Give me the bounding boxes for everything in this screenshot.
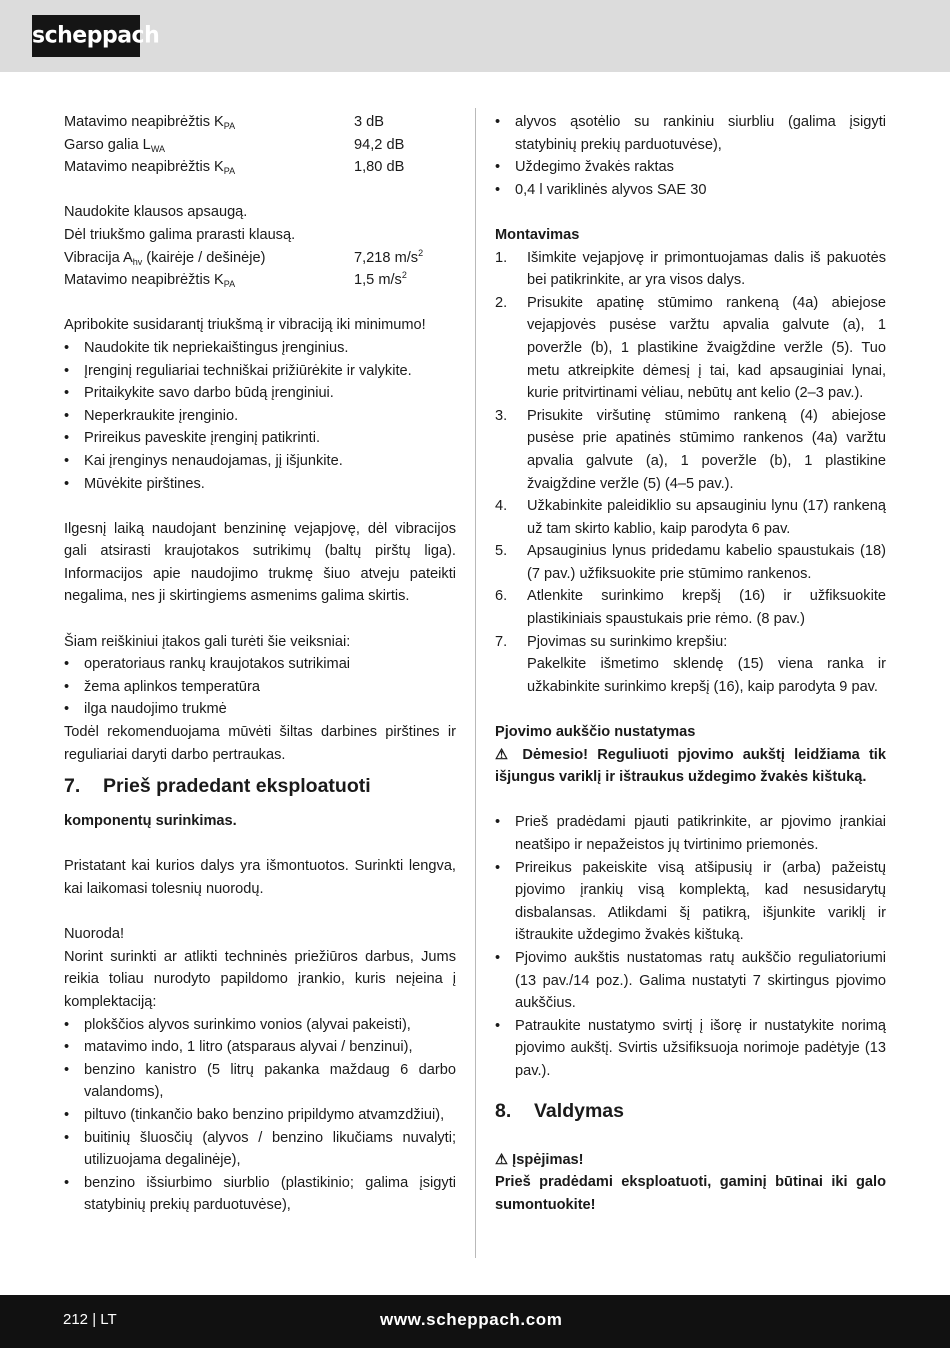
list-item: • Pjovimo aukštis nustatomas ratų aukščio reguliatoriumi (13 pav./14 poz.). Galima nustatyti 7 skirtingus pjovimo aukščius. [495, 947, 886, 1015]
page-header [0, 0, 950, 72]
spec-value: 1,80 dB [354, 159, 405, 176]
list-item: • 0,4 l variklinės alyvos SAE 30 [495, 179, 886, 202]
list-item: • matavimo indo, 1 litro (atsparaus alyvai / benzinui), [64, 1036, 456, 1059]
list-item: • benzino išsiurbimo siurblio (plastikinio; galima įsigyti statybinių prekių parduotuvėse), [64, 1172, 456, 1217]
list-item: • Įrenginį reguliariai techniškai prižiūrėkite ir valykite. [64, 360, 456, 383]
vibration-paragraph: Ilgesnį laiką naudojant benzininę vejapjovę, dėl vibracijos gali atsirasti kraujotakos sutrikimų (baltų pirštų liga). Informacijos apie naudojimo trukmę šiuo atveju pateikti negalima, nes ji skirtingiems asmenims galima skirtis. [64, 520, 456, 605]
list-item: • Prieš pradėdami pjauti patikrinkite, ar pjovimo įrankiai neatšipo ir nepažeistos jų tvirtinimo priemonės. [495, 811, 886, 856]
warning-text: Prieš pradėdami eksploatuoti, gaminį būtinai iki galo sumontuokite! [495, 1174, 886, 1213]
factors-intro: Šiam reiškiniui įtakos gali turėti šie veiksniai: [64, 633, 351, 650]
assembly-paragraph: Pristatant kai kurios dalys yra išmontuotos. Surinkti lengva, kai laikomasi tolesnių nuorodų. [64, 858, 456, 897]
step-item: 6. Atlenkite surinkimo krepšį (16) ir užfiksuokite plastikiniais spaustukais prie rėmo. (8 pav.) [495, 588, 886, 628]
limit-list [64, 337, 456, 495]
hearing-protection-text: Naudokite klausos apsaugą. [64, 204, 248, 221]
list-item: • žema aplinkos temperatūra [64, 676, 456, 699]
spec-row [64, 269, 456, 292]
warning-icon: ⚠ [495, 1151, 509, 1168]
page-number: 212 | LT [63, 1311, 117, 1328]
column-divider [475, 108, 476, 1258]
factors-recommendation: Todėl rekomenduojama mūvėti šiltas darbines pirštines ir reguliariai daryti darbo pertraukas. [64, 724, 456, 763]
list-item: • operatoriaus rankų kraujotakos sutrikimai [64, 653, 456, 676]
note-paragraph: Norint surinkti ar atlikti techninės priežiūros darbus, Jums reikia toliau nurodyto papildomo įrankio, kuris neįeina į komplektaciją: [64, 948, 456, 1010]
tools-list-continued [495, 111, 886, 201]
cutting-height-heading: Pjovimo aukščio nustatymas [495, 724, 696, 741]
assembly-heading: komponentų surinkimas. [64, 813, 237, 830]
assembly-steps [495, 247, 886, 699]
spec-label: Garso galia $L_{WA}$ [64, 136, 165, 154]
right-column [495, 111, 886, 1216]
spec-label: Matavimo neapibrėžtis $K_{PA}$ [64, 159, 236, 177]
list-item: • ilga naudojimo trukmė [64, 698, 456, 721]
list-item: • plokščios alyvos surinkimo vonios (alyvai pakeisti), [64, 1014, 456, 1037]
step-item: 5. Apsauginius lynus pridedamu kabelio spaustukais (18) (7 pav.) užfiksuokite prie stūmimo rankenos. [495, 543, 886, 582]
list-item: • piltuvo (tinkančio bako benzino pripildymo atvamzdžiui), [64, 1104, 456, 1127]
step-item: 1. Išimkite vejapjovę ir primontuojamas dalis iš pakuotės bei patikrinkite, ar yra visos dalys. [495, 249, 886, 289]
list-item: • Prireikus paveskite įrenginį patikrinti. [64, 427, 456, 450]
montavimas-heading: Montavimas [495, 226, 580, 243]
factors-list [64, 653, 456, 721]
list-item: • benzino kanistro (5 litrų pakanka maždaug 6 darbo valandoms), [64, 1059, 456, 1104]
spec-label: Vibracija $A_{hv}$ (kairėje / dešinėje) [64, 249, 266, 267]
spec-row [64, 134, 456, 157]
tools-list [64, 1014, 456, 1217]
section-8-heading: 8. Valdymas [495, 1099, 624, 1122]
spec-row [64, 247, 456, 270]
step-item: 7. Pjovimas su surinkimo krepšiu: [495, 633, 728, 650]
list-item: • Uždegimo žvakės raktas [495, 156, 886, 179]
list-item: • Prireikus pakeiskite visą atšipusių ir (arba) pažeistų pjovimo įrankių visą komplektą, kad nesusidarytų disbalansas. Atlikdami šį patikrą, išjunkite variklį ir ištraukite uždegimo žvakės kištuką. [495, 857, 886, 947]
step-item: 2. Prisukite apatinę stūmimo rankeną (4a) abiejose vejapjovės pusėse varžtu apvalia galvute (a), 1 poveržle (b), 1 plastikine žvaigždine veržle (5). Tuo metu atkreipkite dėmesį į tai, kad apsauginiai lynai, kurie pritvirtinami vėliau, nebūtų ant kelio (2–3 pav.). [495, 294, 886, 402]
step-item: 4. Užkabinkite paleidiklio su apsauginiu lynu (17) rankeną už tam skirto kablio, kaip parodyta 6 pav. [495, 498, 886, 537]
spec-label: Matavimo neapibrėžtis $K_{PA}$ [64, 114, 236, 131]
hearing-loss-text: Dėl triukšmo galima prarasti klausą. [64, 226, 296, 243]
list-item: • Mūvėkite pirštines. [64, 473, 456, 496]
spec-row [64, 156, 456, 179]
list-item: • Patraukite nustatymo svirtį į išorę ir nustatykite norimą pjovimo aukštį. Svirtis užsifiksuoja norimoje padėtyje (13 pav.). [495, 1015, 886, 1083]
list-item: • Pritaikykite savo darbo būdą įrenginiui. [64, 382, 456, 405]
spec-value: 1,5 $m/s^2$ [354, 270, 407, 289]
list-item: • Neperkraukite įrenginio. [64, 405, 456, 428]
warning-icon: ⚠ [495, 746, 514, 763]
left-column [64, 111, 456, 1217]
note-label: Nuoroda! [64, 926, 125, 943]
list-item: • alyvos ąsotėlio su rankiniu siurbliu (galima įsigyti statybinių prekių parduotuvėse), [495, 111, 886, 156]
list-item: • Naudokite tik nepriekaištingus įrenginius. [64, 337, 456, 360]
page-footer [0, 1295, 950, 1348]
spec-label: Matavimo neapibrėžtis $K_{PA}$ [64, 272, 236, 290]
spec-value: 3 dB [354, 114, 385, 130]
section-7-heading: 7. Prieš pradedant eksploatuoti [64, 775, 371, 798]
cutting-height-list [495, 811, 886, 1082]
list-item: • buitinių šluosčių (alyvos / benzino likučiams nuvalyti; utilizuojama degalinėje), [64, 1127, 456, 1172]
website-link[interactable]: www.scheppach.com [380, 1310, 563, 1329]
spec-value: 7,218 $m/s^2$ [354, 247, 424, 266]
step-item: 3. Prisukite viršutinę stūmimo rankeną (4) abiejose pusėse prie apatinės stūmimo rankenos (4a) varžtu apvalia galvute (a), 1 poveržle (b), 1 plastikine žvaigždine veržle (5) (4–5 pav.). [495, 407, 886, 492]
cutting-height-warning: ⚠ Dėmesio! Reguliuoti pjovimo aukštį leidžiama tik išjungus variklį ir ištraukus uždegimo žvakės kištuką. [495, 746, 886, 786]
scheppach-logo: scheppach [32, 15, 140, 57]
spec-row [64, 111, 456, 134]
spec-value: 94,2 dB [354, 136, 405, 153]
step-item-continuation: Pakelkite išmetimo sklendę (15) viena ranka ir užkabinkite surinkimo krepšį (16), kaip parodyta 9 pav. [527, 656, 886, 695]
list-item: • Kai įrenginys nenaudojamas, jį išjunkite. [64, 450, 456, 473]
limit-intro: Apribokite susidarantį triukšmą ir vibraciją iki minimumo! [64, 317, 426, 334]
warning-label: ⚠ Įspėjimas! [495, 1151, 584, 1168]
